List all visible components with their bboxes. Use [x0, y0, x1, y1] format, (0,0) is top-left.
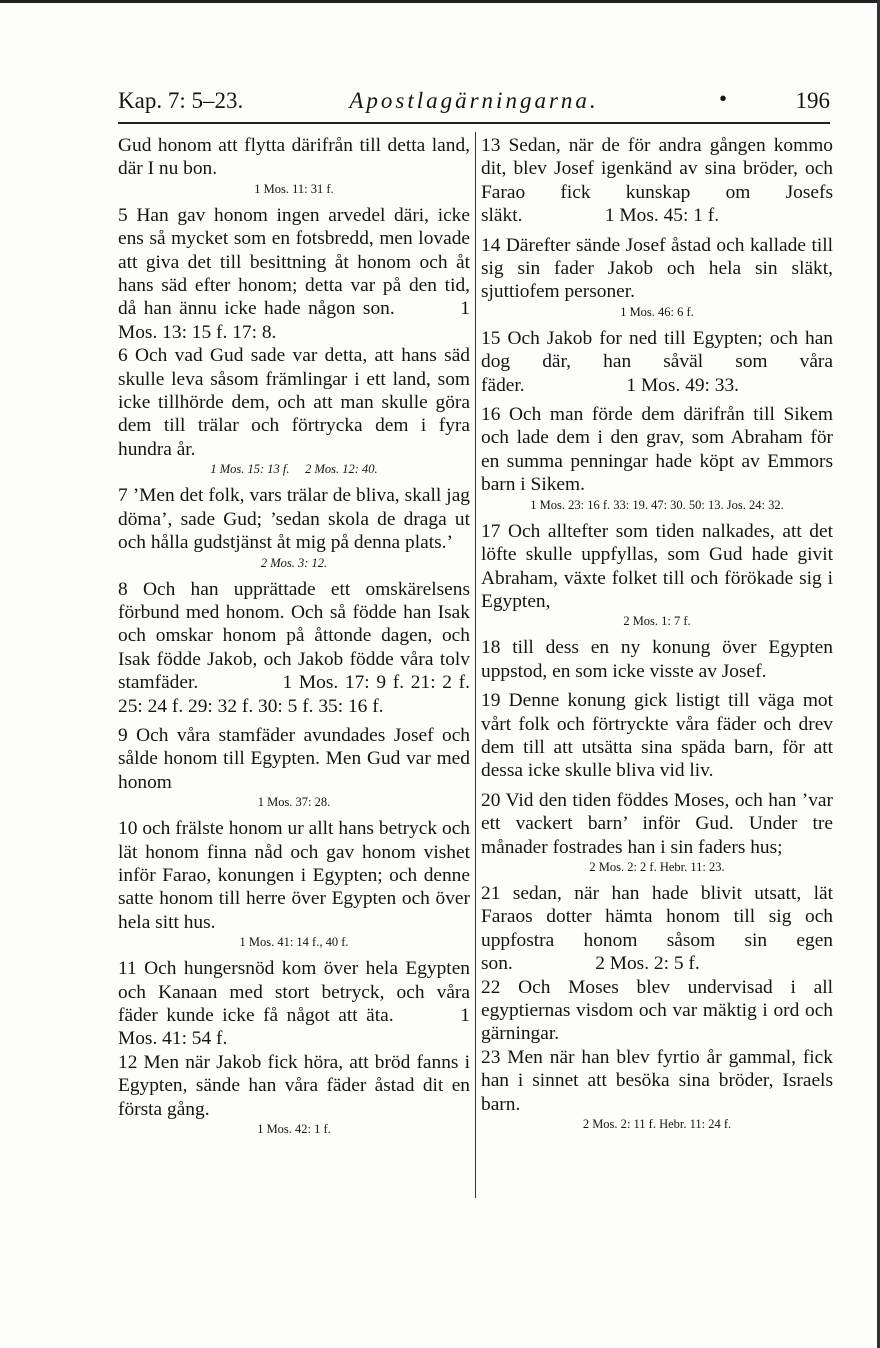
cross-reference: 1 Mos. 37: 28. [257, 795, 331, 810]
verse-paragraph: 9 Och våra stamfäder avundades Josef och sålde honom till Egypten. Men Gud var med honom [118, 724, 470, 793]
chapter-reference: Kap. 7: 5–23. [118, 88, 244, 113]
book-title: Apostlagärningarna. [349, 88, 599, 113]
verse-paragraph: 16 Och man förde dem därifrån till Sikem och lade dem i den grav, som Abraham för en summa penningar hade köpt av Emmors barn i Sikem. [481, 404, 833, 496]
verse-paragraph: 13 Sedan, när de för andra gången kommo dit, blev Josef igenkänd av sina bröder, och Farao fick kunskap om Josefs släkt. 1 Mos. 45: 1 f. [481, 135, 833, 227]
verse-paragraph: 21 sedan, när han hade blivit utsatt, lät Faraos dotter hämta honom till sig och uppfostra honom såsom sin egen son. 2 Mos. 2: 5 f. [481, 882, 833, 975]
page-top-edge [0, 0, 880, 3]
verse-paragraph: 15 Och Jakob for ned till Egypten; och han dog där, han såväl som våra fäder. 1 Mos. 49: 33. [481, 327, 833, 396]
cross-reference: 2 Mos. 2: 11 f. Hebr. 11: 24 f. [582, 1117, 732, 1132]
page-number: 196 [795, 88, 830, 113]
cross-reference: 1 Mos. 15: 13 f. 2 Mos. 12: 40. [210, 462, 378, 477]
running-header [118, 88, 830, 124]
verse-paragraph: 7 ’Men det folk, vars trälar de bliva, skall jag döma’, sade Gud; ’sedan skola de draga ut och hålla gudstjänst åt mig på denna plats.’ [118, 485, 470, 554]
cross-reference: 1 Mos. 42: 1 f. [257, 1122, 331, 1137]
header-mark: • [719, 86, 728, 111]
cross-reference: 2 Mos. 2: 2 f. Hebr. 11: 23. [589, 859, 725, 874]
verse-paragraph: 18 till dess en ny konung över Egypten uppstod, en som icke visste av Josef. [481, 637, 833, 682]
verse-paragraph: 10 och frälste honom ur allt hans betryck och lät honom finna nåd och gav honom vishet inför Farao, konungen i Egypten; och denne satte honom till herre över Egypten och över hela sitt hus. [118, 818, 470, 933]
verse-paragraph: 19 Denne konung gick listigt till väga mot vårt folk och förtryckte våra fäder och drev dem till att utsätta sina späda barn, för att dessa icke skulle bliva vid liv. [481, 690, 833, 782]
verse-paragraph: 5 Han gav honom ingen arvedel däri, icke ens så mycket som en fotsbredd, men lovade att giva det till besittning åt honom och åt hans säd efter honom; detta var på den tid, då han ännu icke hade någon son. 1 Mos. 13: 15 f. 17: 8. [118, 204, 470, 343]
cross-reference: 1 Mos. 11: 31 f. [254, 181, 334, 196]
verse-paragraph: Gud honom att flytta därifrån till detta land, där I nu bon. [118, 135, 470, 180]
cross-reference: 2 Mos. 3: 12. [260, 555, 328, 570]
cross-reference: 1 Mos. 23: 16 f. 33: 19. 47: 30. 50: 13. Jos. 24: 32. [530, 497, 784, 512]
verse-paragraph: 6 Och vad Gud sade var detta, att hans säd skulle leva såsom främlingar i ett land, som icke tillhörde dem, och att man skulle göra dem till trälar och förtrycka dem i fyra hundra år. [118, 345, 470, 460]
right-column [481, 134, 833, 1139]
verse-paragraph: 11 Och hungersnöd kom över hela Egypten och Kanaan med stort betryck, och våra fäder kunde icke få något att äta. 1 Mos. 41: 54 f. [118, 958, 470, 1050]
header-rule [118, 122, 830, 124]
verse-paragraph: 22 Och Moses blev undervisad i all egyptiernas visdom och var mäktig i ord och gärningar. [481, 976, 833, 1045]
verse-paragraph: 17 Och alltefter som tiden nalkades, att det löfte skulle uppfyllas, som Gud hade givit Abraham, växte folket till och förökade sig i Egypten, [481, 520, 833, 612]
cross-reference: 1 Mos. 41: 14 f., 40 f. [239, 935, 349, 950]
cross-reference: 1 Mos. 46: 6 f. [620, 304, 694, 319]
cross-reference: 2 Mos. 1: 7 f. [623, 614, 691, 629]
left-column [118, 134, 470, 1144]
verse-paragraph: 23 Men när han blev fyrtio år gammal, fick han i sinnet att besöka sina bröder, Israels barn. [481, 1046, 833, 1115]
verse-paragraph: 20 Vid den tiden föddes Moses, och han ’var ett vackert barn’ inför Gud. Under tre månader fostrades han i sin faders hus; [481, 789, 833, 858]
verse-paragraph: 12 Men när Jakob fick höra, att bröd fanns i Egypten, sände han våra fäder åstad dit en första gång. [118, 1051, 470, 1120]
column-divider [475, 132, 476, 1198]
verse-paragraph: 8 Och han upprättade ett omskärelsens förbund med honom. Och så födde han Isak och omskar honom på åttonde dagen, och Isak födde Jakob, och Jakob födde våra tolv stamfäder. 1 Mos. 17: 9 f. 21: 2 f. 25: 24 f. 29: 32 f. 30: 5 f. 35: 16 f. [118, 578, 470, 717]
verse-paragraph: 14 Därefter sände Josef åstad och kallade till sig sin fader Jakob och hela sin släkt, sjuttiofem personer. [481, 234, 833, 303]
